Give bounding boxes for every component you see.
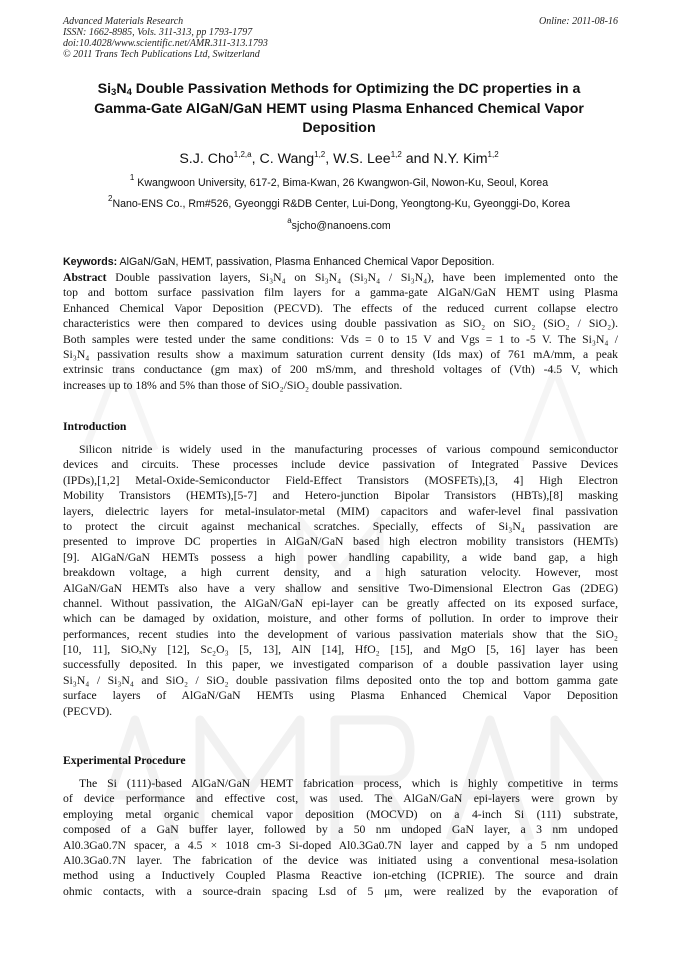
abstract-line: increases up to 18% and 5% than those of SiO₂/SiO₂ double passivation. (63, 378, 403, 392)
abstract-line: extrinsic trans conductance (gm max) of 200 mS/mm, and threshold voltages of (Vth) -4.5 V, which (63, 363, 618, 377)
author-list: S.J. Cho$^{1,2,a}$, C. Wang$^{1,2}$, W.S. Lee$^{1,2}$ and N.Y. Kim$^{1,2}$ (179, 150, 499, 167)
experimental-body (63, 776, 618, 899)
introduction-body (63, 442, 618, 719)
intro-line: to protect the circuit against mechanical scratches. Specially, effects of Si₃N₄ passivation are (63, 519, 618, 533)
intro-line: surface layers of AlGaN/GaN HEMTs using Plasma Enhanced Chemical Vapor Deposition (63, 689, 618, 703)
exp-line: Al0.3Ga0.7N spacer, a 4.5 × 1018 cm-3 Si-doped Al0.3Ga0.7N layer and capped by a 5 nm undoped (63, 838, 618, 852)
abstract-line: characteristics were then compared to devices using double passivation as SiO₂ on SiO₂ (SiO₂ / SiO₂). (63, 317, 618, 331)
abstract-line: Abstract Double passivation layers, Si₃N₄ on Si₃N₄ (Si₃N₄ / Si₃N₄), have been implemented onto the (63, 271, 618, 284)
abstract-line: top and bottom surface passivation film layers for a gamma-gate AlGaN/GaN HEMT using Plasma (63, 286, 618, 300)
doi-line: doi:10.4028/www.scientific.net/AMR.311-313.1793 (63, 38, 268, 49)
intro-line: (IPDs),[1,2] Metal-Oxide-Semiconductor Field-Effect Transistors (MOSFETs),[3, 4] High Electron (63, 473, 618, 487)
issn-line: ISSN: 1662-8985, Vols. 311-313, pp 1793-1797 (63, 27, 253, 38)
title-line-3: Deposition (302, 120, 376, 136)
copyright-line: © 2011 Trans Tech Publications Ltd, Switzerland (63, 49, 260, 60)
exp-line: composed of a GaN buffer layer, followed by a 50 nm undoped GaN layer, a 3 nm undoped (63, 823, 618, 837)
keywords: Keywords: AlGaN/GaN, HEMT, passivation, Plasma Enhanced Chemical Vapor Deposition. (63, 256, 495, 268)
intro-line: layers, dielectric layers for metal-insulator-metal (MIM) capacitors and wafer-level final passivation (63, 504, 618, 518)
intro-line: channel. Without passivation, the AlGaN/GaN epi-layer can be greatly affected on its exposed surface, (63, 596, 618, 610)
paper-title (60, 80, 618, 139)
intro-line: (PECVD). (63, 704, 113, 718)
abstract-line: Enhanced Chemical Vapor Deposition (PECVD). The effects of the reduced current collapse electro (63, 301, 618, 315)
abstract (63, 270, 618, 393)
intro-line: devices and circuits. These processes include device passivation of Integrated Passive Devices (63, 458, 618, 472)
intro-line: [9]. AlGaN/GaN HEMTs possess a high power handling capability, a wide band gap, a high (63, 550, 618, 564)
intro-line: which can be damaged by oxidation, moisture, and other forms of pollution. In order to improve their (63, 612, 618, 626)
abstract-line: Both samples were tested under the same conditions: Vds = 0 to 15 V and Vgs = 1 to -5 V. The Si₃N₄ / (63, 332, 618, 346)
intro-line: Silicon nitride is widely used in the manufacturing processes of various compound semiconductor (79, 443, 618, 456)
exp-line: method using a Inductively Coupled Plasma Reactive ion-etching (ICPRIE). The source and drain (63, 869, 618, 883)
journal-name: Advanced Materials Research (63, 16, 184, 27)
intro-line: performances, recent studies into the development of various passivation materials show that the SiO₂ (63, 627, 618, 641)
intro-line: Si₃N₄ / Si₃N₄ and SiO₂ / SiO₂ double passivation films deposited onto the top and bottom gamma gate (63, 673, 618, 687)
section-heading-introduction: Introduction (63, 420, 127, 433)
affiliation-2: $^2$Nano-ENS Co., Rm#526, Gyeonggi R&DB Center, Lui-Dong, Yeongtong-Ku, Gyeonggi-Do, Korea (107, 194, 570, 210)
exp-line: Al0.3Ga0.7N layer. The fabrication of the device was initiated using a conventional mesa-isolation (63, 853, 618, 867)
section-heading-experimental: Experimental Procedure (63, 754, 186, 767)
title-line-2: Gamma-Gate AlGaN/GaN HEMT using Plasma Enhanced Chemical Vapor (94, 100, 584, 117)
exp-line: The Si (111)-based AlGaN/GaN HEMT fabrication process, which is highly competitive in terms (79, 777, 618, 790)
intro-line: successfully deposited. In this paper, we investigated comparison of a double passivation layer using (63, 658, 618, 672)
intro-line: [10, 11], SiOₓNy [12], Sc₂O₃ [5, 13], AlN [14], HfO₂ [15], and MgO [5, 16] layer has been (63, 643, 618, 657)
online-date: Online: 2011-08-16 (539, 16, 618, 27)
journal-header (63, 16, 618, 60)
author-email: $^a$sjcho@nanoens.com (287, 216, 391, 232)
exp-line: employing metal organic chemical vapor deposition (MOCVD) on a 4-inch Si (111) substrate, (63, 807, 618, 821)
affiliation-1: $^1$ Kwangwoon University, 617-2, Bima-Kwan, 26 Kwangwon-Gil, Nowon-Ku, Seoul, Korea (129, 173, 549, 189)
title-line-1: $Si_3N_4$ Double Passivation Methods for Optimizing the DC properties in a (97, 81, 581, 98)
intro-line: Mobility Transistors (HEMTs),[5-7] and Hetero-junction Bipolar Transistors (HBTs),[8] masking (63, 489, 618, 503)
intro-line: breakdown voltage, a high current density, and a high saturation velocity. However, most (63, 566, 618, 580)
exp-line: of device performance and effective cost, was used. The AlGaN/GaN epi-layers were grown by (63, 792, 618, 806)
intro-line: AlGaN/GaN HEMTs also have a very shallow and sensitive Two-Dimensional Electron Gas (2DEG) (63, 581, 618, 595)
exp-line: ohmic contacts, with a source-drain spacing Lsd of 5 μm, were realized by the evaporation of (63, 884, 618, 898)
abstract-line: Si₃N₄ passivation results show a maximum saturation current density (Ids max) of 761 mA/mm, a peak (63, 347, 618, 361)
intro-line: presented to improve DC properties in AlGaN/GaN based high electron mobility transistors (HEMTs) (63, 535, 618, 549)
